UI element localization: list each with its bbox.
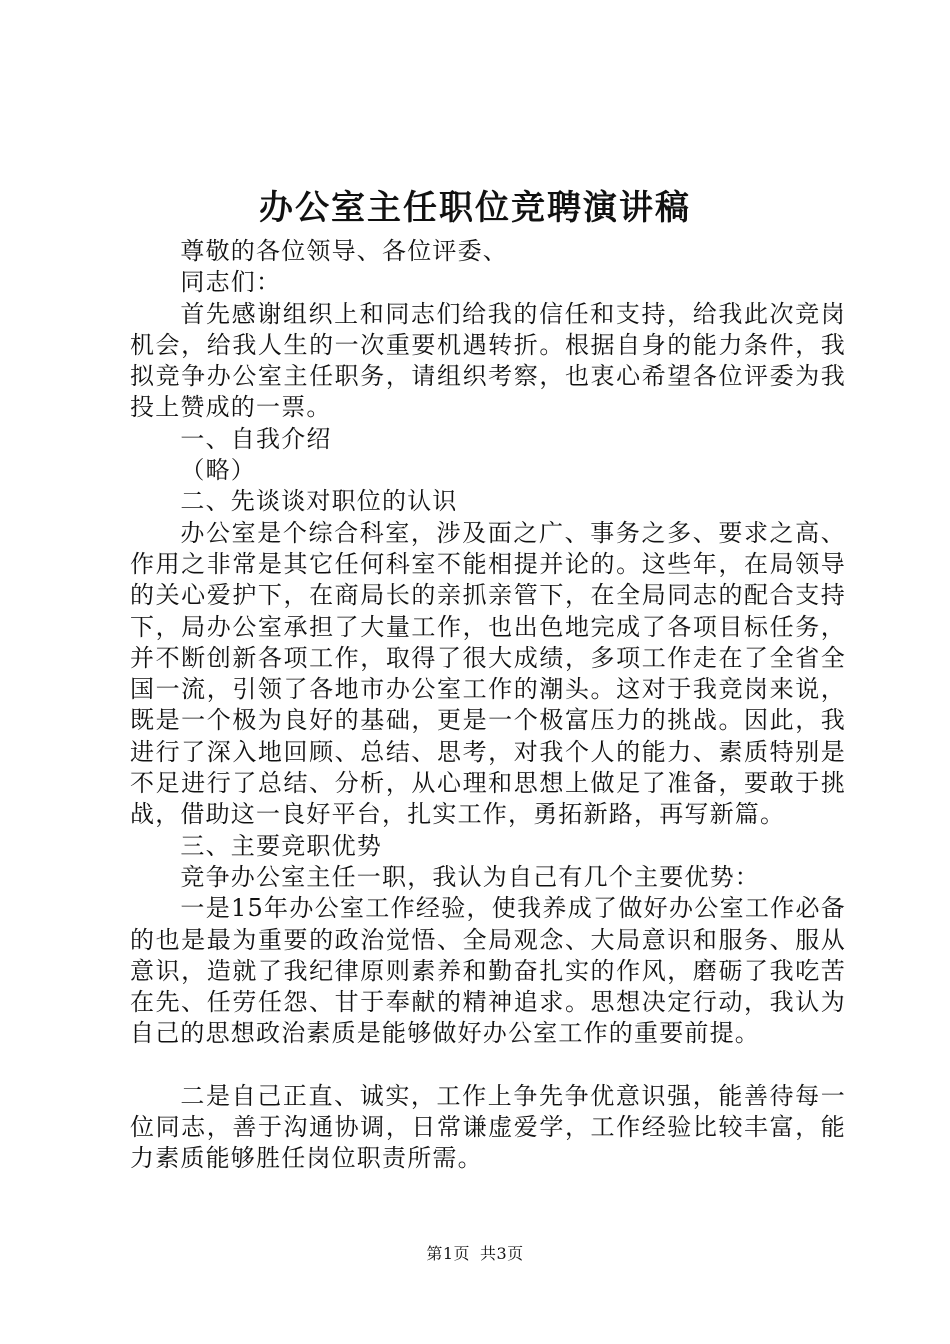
section-heading-self-intro: 一、自我介绍 — [180, 424, 332, 453]
document-title: 办公室主任职位竞聘演讲稿 — [259, 188, 691, 228]
section-heading-position: 二、先谈谈对职位的认识 — [180, 487, 458, 516]
section-heading-advantages: 三、主要竞职优势 — [180, 831, 382, 860]
page-footer — [0, 1242, 950, 1266]
paragraph-omitted: （略） — [180, 456, 256, 485]
paragraph-position: 办公室是个综合科室，涉及面之广、事务之多、要求之高、作用之非常是其它任何科室不能相提并论的。这些年，在局领导的关心爱护下，在商局长的亲抓亲管下，在全局同志的配合支持下，局办公室承担了大量工作，也出色地完成了各项目标任务，并不断创新各项工作，取得了很大成绩，多项工作走在了全省全国一流，引领了各地市办公室工作的潮头。这对于我竞岗来说，既是一个极为良好的基础，更是一个极富压力的挑战。因此，我进行了深入地回顾、总结、思考，对我个人的能力、素质特别是不足进行了总结、分析，从心理和思想上做足了准备，要敢于挑战，借助这一良好平台，扎实工作，勇拓新路，再写新篇。 — [130, 518, 846, 829]
paragraph-advantages-intro: 竞争办公室主任一职，我认为自己有几个主要优势： — [180, 862, 760, 891]
salutation-line-2: 同志们： — [180, 268, 282, 297]
page-number-total: 共3页 — [480, 1244, 524, 1263]
salutation-line-1: 尊敬的各位领导、各位评委、 — [180, 237, 508, 265]
paragraph-advantage-1: 一是15年办公室工作经验，使我养成了做好办公室工作必备的也是最为重要的政治觉悟、全局观念、大局意识和服务、服从意识，造就了我纪律原则素养和勤奋扎实的作风，磨砺了我吃苦在先、任劳任怨、甘于奉献的精神追求。思想决定行动，我认为自己的思想政治素质是能够做好办公室工作的重要前提。 — [130, 894, 846, 1048]
document-body — [130, 236, 846, 1175]
page-number-current: 第1页 — [426, 1244, 470, 1263]
paragraph-advantage-2: 二是自己正直、诚实，工作上争先争优意识强，能善待每一位同志，善于沟通协调，日常谦虚爱学，工作经验比较丰富，能力素质能够胜任岗位职责所需。 — [130, 1081, 846, 1173]
paragraph-opening: 首先感谢组织上和同志们给我的信任和支持，给我此次竞岗机会，给我人生的一次重要机遇转折。根据自身的能力条件，我拟竞争办公室主任职务，请组织考察，也衷心希望各位评委为我投上赞成的一票。 — [130, 299, 846, 422]
